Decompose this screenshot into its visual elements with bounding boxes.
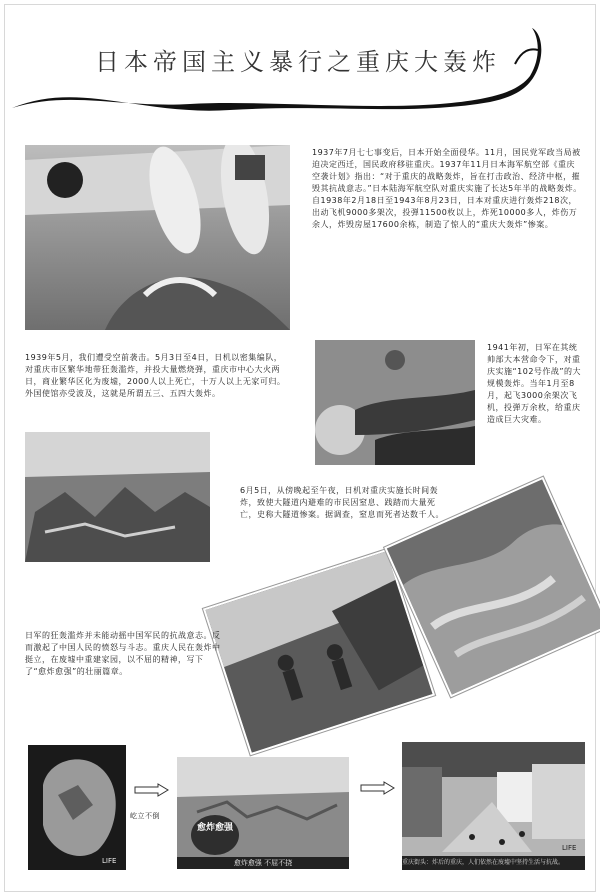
may-1939-paragraph: 1939年5月，我们遭受空前袭击。5月3日至4日，日机以密集编队，对重庆市区繁华地带狂轰滥炸，并投大量燃烧弹，重庆市中心大火两日，商业繁华区化为废墟，2000人以上死亡，十万人以上无家可归。外国使馆亦受波及，这就是所谓五三、五四大轰炸。 [25,353,286,398]
rock-photo [28,745,126,870]
ruins-image [25,432,210,562]
sign-slogan: 愈炸愈强 [197,823,234,833]
june-5-paragraph: 6月5日，从傍晚起至午夜，日机对重庆实施长时间轰炸，致使大隧道内避难的市民因窒息、践踏而大量死亡，史称大隧道惨案。据调查，窒息而死者达数千人。 [240,486,444,519]
ruins-photo [25,432,210,562]
street-caption: 重庆街头：炸后的重庆，人们依然在废墟中坚持生活与抗战。 [402,856,585,870]
bomber-photo [25,145,290,330]
rock-caption: 屹立不倒 [130,812,160,820]
sign-image [177,757,349,869]
life-logo: LIFE [102,857,117,865]
victims-image [315,340,475,465]
life-logo: LIFE [562,844,577,852]
page-title: 日本帝国主义暴行之重庆大轰炸 [95,48,501,76]
1941-paragraph: 1941年初，日军在其统帅部大本营命令下，对重庆实施“102号作战”的大规模轰炸。当年1月至8月，起飞3000余架次飞机，投弹万余枚，给重庆造成巨大灾难。 [487,343,582,424]
resistance-paragraph: 日军的狂轰滥炸并未能动摇中国军民的抗战意志。反而激起了中国人民的愤怒与斗志。重庆人民在轰炸中挺立，在废墟中重建家园，以不屈的精神，写下了“愈炸愈强”的壮丽篇章。 [25,631,221,676]
intro-paragraph: 1937年7月七七事变后，日本开始全面侵华。11月，国民党军政当局被迫决定西迁，国民政府移驻重庆。1937年11月日本海军航空部《重庆空袭计划》指出：“对于重庆的战略轰炸，旨在打击政治、经济中枢，摧毁其抗战意志。”日本陆海军航空队对重庆实施了长达5年半的战略轰炸。自1938年2月18日至1943年8月23日，日本对重庆进行轰炸218次，出动飞机9000多架次，投弹11500枚以上，炸死10000多人，炸伤万余人，炸毁房屋17600余栋，制造了惊人的“重庆大轰炸”惨案。 [312,148,582,229]
arrow-right-icon [360,781,396,795]
street-photo [402,742,585,870]
victims-photo [315,340,475,465]
arrow-right-icon [134,783,170,797]
sign-caption: 愈炸愈强 不屈不挠 [177,857,349,869]
rock-image [28,745,126,870]
bomber-image [25,145,290,330]
street-image [402,742,585,870]
sign-photo [177,757,349,869]
